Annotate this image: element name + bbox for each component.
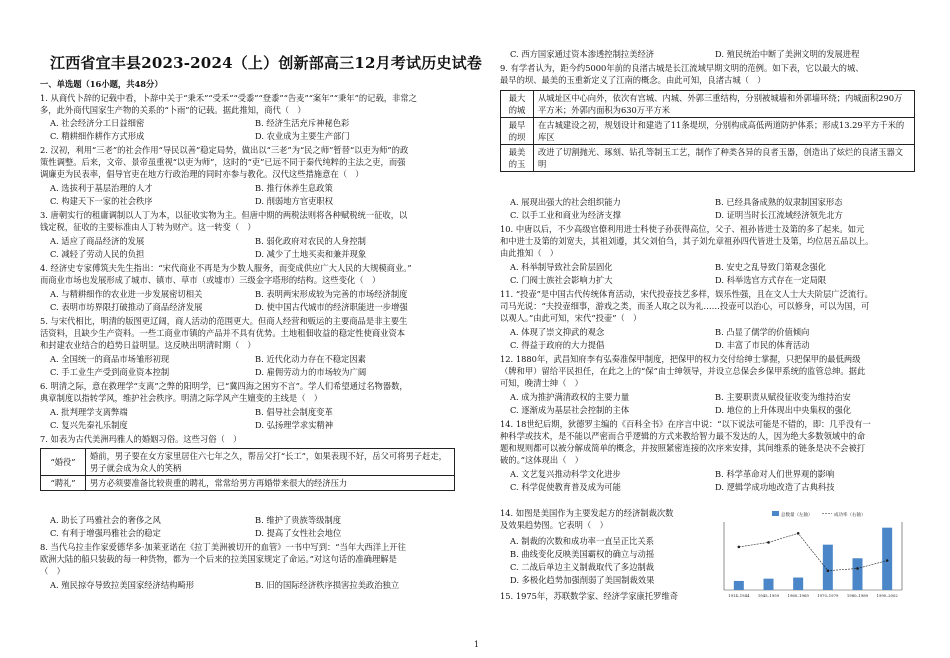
q14a-line-4: 破的。”这体现出（ ） (500, 455, 584, 465)
q1-option-b[interactable]: B. 经济生活充斥神秘色彩 (255, 118, 350, 128)
q1-option-d[interactable]: D. 农业成为主要生产部门 (255, 131, 350, 141)
q10-option-c[interactable]: C. 门阀士族社会影响力扩大 (510, 275, 613, 285)
q8-line-1: 8. 当代乌拉圭作家爱德华多·加莱亚诺在《拉丁美洲被切开的血管》一书中写到：“当年大西洋上开往 (40, 542, 406, 552)
q6-option-d[interactable]: D. 弘扬理学求实精神 (255, 420, 334, 430)
q6-line-1: 6. 明清之际，意在救理学“支离”之弊的阳明学，已“冀四海之困穷不言”。学人们希望通过名物器数， (40, 381, 408, 391)
q11-line-3: 以观人。”由此可知，宋代“投壶”（ ） (500, 313, 642, 323)
q7-option-b[interactable]: B. 维护了贵族等级制度 (255, 515, 342, 525)
q9-line-1: 9. 有学者认为，距今约5000年前的良渚古城是长江流域早期文明的范例。如下表，它以最大的城、 (500, 63, 864, 73)
q6-option-b[interactable]: B. 倡导社会制度变革 (255, 407, 333, 417)
q11-option-a[interactable]: A. 体现了崇文抑武的观念 (510, 327, 605, 337)
q7-option-d[interactable]: D. 提高了女性社会地位 (255, 528, 342, 538)
q8-line-3: （ ） (40, 566, 65, 576)
q8-line-2: 欧洲大陆的船只装载的每一种货物，都为一个后来的拉美国家规定了命运。”对这句话的准确理解是 (40, 554, 397, 564)
q14a-line-2: 种科学或技术，是不能以严密而合乎逻辑的方式来教给智力最不发达的人，因为绝大多数领域中的命 (500, 431, 866, 441)
q11-line-1: 11. “投壶”是中国古代传统体育活动，宋代投壶技艺多样，娱乐性强，且在文人士大夫阶层广泛流行。 (500, 289, 873, 299)
q2-option-a[interactable]: A. 选拔利于基层治理的人才 (50, 183, 153, 193)
table-row (41, 476, 455, 491)
page-number: 1 (474, 640, 480, 649)
q10-option-d[interactable]: D. 科举选官方式存在一定局限 (715, 275, 827, 285)
q6-line-2: 典章制度以指转学风，维护社会秩序。明清之际学风产生嬗变的主线是（ ） (40, 393, 323, 403)
q9-option-c[interactable]: C. 以手工业和商业为经济支撑 (510, 210, 621, 220)
q14a-line-1: 14. 18世纪后期，狄德罗主编的《百科全书》在序言中说：“以下说法可能是不错的，即：几乎没有一 (500, 419, 871, 429)
q12-line-1: 12. 1880年，武昌知府李有弘奏准保甲制度，把保甲的权力交付给绅士掌握，只把保甲的最低两级 (500, 354, 861, 364)
chart-bar (793, 578, 803, 590)
q9-option-b[interactable]: B. 已经具备成熟的奴隶制国家形态 (715, 197, 843, 207)
table-cell-key: 最早的坝 (501, 118, 534, 145)
q10-line-1: 10. 中唐以后，不少高级官僚利用进士科使子孙获得高位，父子、祖孙皆进士及第的多了起来。如元 (500, 224, 865, 234)
q12-option-b[interactable]: B. 主要职责从赋役征收变为维持治安 (715, 392, 851, 402)
q1-option-c[interactable]: C. 精耕细作耕作方式形成 (50, 131, 145, 141)
x-tick-label: 1980–1989 (846, 593, 869, 598)
q5-option-c[interactable]: C. 手工业生产受到商业资本控制 (50, 367, 170, 377)
q2-option-c[interactable]: C. 构建天下一家的社会秩序 (50, 196, 153, 206)
table-cell-key: “聘礼” (41, 476, 86, 491)
x-tick-label: 1945–1959 (757, 593, 780, 598)
q14b-line-2: 及效果趋势图。它表明（ ） (500, 520, 608, 530)
q9-option-a[interactable]: A. 展现出强大的社会组织能力 (510, 197, 621, 207)
q5-line-2: 活资料，且缺少生产资料。一些工商业市镇的产品并不具有优势。土地租佃收益的稳定性使商业资本 (40, 328, 406, 338)
chart-bar (882, 528, 892, 590)
table-row (41, 449, 455, 476)
chart-bar (764, 579, 774, 590)
q2-line-3: 调廉吏为民表率，倡导官吏在地方行政治理的同时亦参与教化。汉代这些措施意在（ ） (40, 169, 364, 179)
q7-line-1: 7. 如表为古代美洲玛雅人的婚姻习俗。这些习俗（ ） (40, 434, 242, 444)
q10-option-b[interactable]: B. 安史之乱导致门第观念强化 (715, 262, 826, 272)
q10-option-a[interactable]: A. 科举制导致社会阶层固化 (510, 262, 613, 272)
x-tick-label: 1960–1969 (787, 593, 809, 598)
q2-option-b[interactable]: B. 推行休养生息政策 (255, 183, 333, 193)
q4-line-1: 4. 经济史专家傅筑夫先生指出：“宋代商业不再是为少数人服务，而变成供应广大人民的大规模商业。” (40, 263, 412, 273)
q12-option-a[interactable]: A. 成为推护满清政权的主要力量 (510, 392, 630, 402)
q9-line-2: 最早的坝、最美的玉重新定义了江南的概念。由此可知，良渚古城（ ） (500, 75, 766, 85)
table-cell-value: 男方必须要准备比较贵重的聘礼，常常给男方再婚带来很大的经济压力 (86, 476, 455, 491)
table-row (501, 118, 915, 145)
table-cell-value: 改进了切割抛光、琢刻、钻孔等制玉工艺，制作了种类各异的良者玉器，创造出了炫烂的良渚玉器文明 (534, 145, 915, 172)
q4-line-2: 而商业市场也发展形成了城市、镇市、草市（或墟市）三级金字塔形的结构。这些变化（ ） (40, 275, 381, 285)
q12-option-c[interactable]: C. 逐渐成为基层社会控制的主体 (510, 405, 630, 415)
table-cell-key: “婚役” (41, 449, 86, 476)
q7-option-c[interactable]: C. 有利于增强玛雅社会的稳定 (50, 528, 161, 538)
q14a-line-3: 题和规则都可以被分解成简单的概念，并按照紧密连接的次序来安排，其间维系的链条是决不会被打 (500, 443, 866, 453)
q14b-option-b[interactable]: B. 曲线变化反映美国霸权的确立与动摇 (510, 549, 655, 559)
q6-option-c[interactable]: C. 复兴先秦礼乐制度 (50, 420, 128, 430)
table-cell-value: 从城址区中心向外，依次有宫城、内城、外郭三重结构，分别被城墙和外郭墙环绕；内城面积290万平方米；外郭内面积为630万平方米 (534, 91, 915, 118)
chart-bar (823, 545, 833, 590)
q14b-line-1: 14. 如图是美国作为主要发起方的经济制裁次数 (500, 508, 674, 518)
q14b-option-a[interactable]: A. 制裁的次数和成功率一直呈正比关系 (510, 536, 655, 546)
q5-option-b[interactable]: B. 近代化动力存在不稳定因素 (255, 354, 366, 364)
page-title: 江西省宜丰县2023-2024（上）创新部高三12月考试历史试卷 (50, 54, 482, 72)
q4-option-a[interactable]: A. 与精耕细作的农业进一步发展密切相关 (50, 289, 203, 299)
q8-option-c[interactable]: C. 西方国家通过资本渗透控制拉美经济 (510, 49, 655, 59)
q4-option-c[interactable]: C. 表明市坊界限打破推动了商品经济发展 (50, 302, 203, 312)
table-cell-key: 最大的城 (501, 91, 534, 118)
table-row (501, 145, 915, 172)
q2-line-2: 策性调整。后来，文帝、景帝虽重视“以吏为师”，这时的“吏”已远不同于秦代纯粹的主法之吏，而强 (40, 157, 406, 167)
x-tick-label: 1914–1944 (728, 593, 750, 598)
q10-line-3: 由此推知（ ） (500, 248, 559, 258)
q1-option-a[interactable]: A. 社会经济分工日益细密 (50, 118, 145, 128)
section-heading: 一、单选题（16小题，共48分） (40, 79, 163, 89)
chart-bar (853, 558, 863, 590)
q3-option-c[interactable]: C. 减轻了劳动人民的负担 (50, 249, 145, 259)
sanctions-chart (710, 508, 915, 608)
q5-line-3: 和封建农业结合的趋势日益明显。这反映出明清时期（ ） (40, 340, 256, 350)
q12-line-2: （牌和甲）留给平民担任，在此之上的“保”由士绅领导，并设立总保会乡保甲系统的监管总绅。据此 (500, 366, 866, 376)
table-row (501, 91, 915, 118)
q9-option-d[interactable]: D. 证明当时长江流域经济领先北方 (715, 210, 843, 220)
q12-option-d[interactable]: D. 地位的上升体现出中央集权的强化 (715, 405, 852, 415)
legend-label-line: 成功率（右轴） (834, 513, 866, 518)
x-tick-label: 1970–1979 (817, 593, 839, 598)
liangzhu-table (500, 90, 915, 172)
q3-option-d[interactable]: D. 减少了土地买卖和兼并现象 (255, 249, 367, 259)
q8-option-a[interactable]: A. 殖民掠夺导致拉美国家经济结构畸形 (50, 580, 195, 590)
q15-line-1: 15. 1975年，苏联数学家、经济学家康托罗维奇 (500, 591, 678, 601)
q5-option-d[interactable]: D. 雇佣劳动力的市场较为广阔 (255, 367, 367, 377)
q7-option-a[interactable]: A. 助长了玛雅社会的奢侈之风 (50, 515, 161, 525)
q14b-option-d[interactable]: D. 多极化趋势加强削弱了美国制裁效果 (510, 575, 655, 585)
chart-bar (734, 581, 744, 590)
table-cell-value: 在古城建设之初，规划设计和建造了11条堤坝，分别构成高低两道防护体系；形成13.29平方千米的库区 (534, 118, 915, 145)
q8-option-b[interactable]: B. 旧的国际经济秩序损害拉美政治独立 (255, 580, 400, 590)
q3-option-a[interactable]: A. 适应了商品经济的发展 (50, 236, 145, 246)
q14a-option-d[interactable]: D. 逻辑学成功地改造了古典科技 (715, 482, 835, 492)
q10-line-2: 和中进士及第的刘宽夫，其祖刘遵，其父刘伯刍，其子刘允章祖孙四代皆进士及第，均位居五品以上。 (500, 236, 874, 246)
q4-option-b[interactable]: B. 表明两宋形成较为完善的市场经济制度 (255, 289, 408, 299)
q11-option-d[interactable]: D. 丰富了市民的体育活动 (715, 340, 810, 350)
q11-option-b[interactable]: B. 凸显了儒学的价值倾向 (715, 327, 810, 337)
legend-bar-swatch (772, 511, 779, 516)
q14b-option-c[interactable]: C. 二战后单边主义制裁取代了多边制裁 (510, 562, 655, 572)
marriage-customs-table (40, 448, 455, 491)
legend-label-bars: 总数量（左轴） (781, 513, 813, 518)
q5-line-1: 5. 与宋代相比，明清的版图更辽阔，商人活动的范围更大。但商人经营和贩运的主要商品是非主要生 (40, 316, 408, 326)
q3-option-b[interactable]: B. 弱化政府对农民的人身控制 (255, 236, 366, 246)
q14a-option-c[interactable]: C. 科学促使教育普及成为可能 (510, 482, 621, 492)
table-cell-value: 婚前，男子要在女方家里居住六七年之久，帮岳父打“长工”，如果表现不好，岳父可将男子赶走，男子就会成为众人的笑柄 (86, 449, 455, 476)
q5-option-a[interactable]: A. 全国统一的商品市场雏形初现 (50, 354, 170, 364)
q14a-option-b[interactable]: B. 科学革命对人们世界观的影响 (715, 469, 835, 479)
q3-line-2: 钱定税，征收的主要标准由人丁转为财产。这一转变（ ） (40, 222, 256, 232)
q11-option-c[interactable]: C. 得益于政府的大力提倡 (510, 340, 605, 350)
x-tick-label: 1990–2002 (876, 593, 898, 598)
q6-option-a[interactable]: A. 批判理学支离弊端 (50, 407, 128, 417)
q1-line-2: 多，此外商代国家生产物的关系的“卜雨”的记载。据此推知，商代（ ） (40, 105, 306, 115)
q11-line-2: 司马光说：“夫投壶细事，游戏之类，而圣人取之以为礼……投壶可以治心，可以修身，可以为国，可 (500, 301, 870, 311)
q2-option-d[interactable]: D. 削弱地方官吏职权 (255, 196, 334, 206)
q3-line-1: 3. 唐朝实行的租庸调制以人丁为本，以征收实物为主。但唐中期的两税法则将各种赋税统一征收，以 (40, 210, 408, 220)
q2-line-1: 2. 汉初，利用“三老”的社会作用“导民以善”稳定局势，做出以“三老”为“民之师”暂替“以吏为师”的政 (40, 145, 409, 155)
table-cell-key: 最美的玉 (501, 145, 534, 172)
q4-option-d[interactable]: D. 使中国古代城市的经济职能进一步增强 (255, 302, 408, 312)
q1-line-1: 1. 从商代卜辞的记载中看，卜辞中关于“秉禾”“受禾”“受黍”“登黍”“告麦”“案年”“秉年”的记载，非常之 (40, 93, 417, 103)
q12-line-3: 可知，晚清士绅（ ） (500, 378, 583, 388)
q8-option-d[interactable]: D. 殖民统治中断了美洲文明的发展进程 (715, 49, 860, 59)
q14a-option-a[interactable]: A. 文艺复兴推动科学文化进步 (510, 469, 621, 479)
